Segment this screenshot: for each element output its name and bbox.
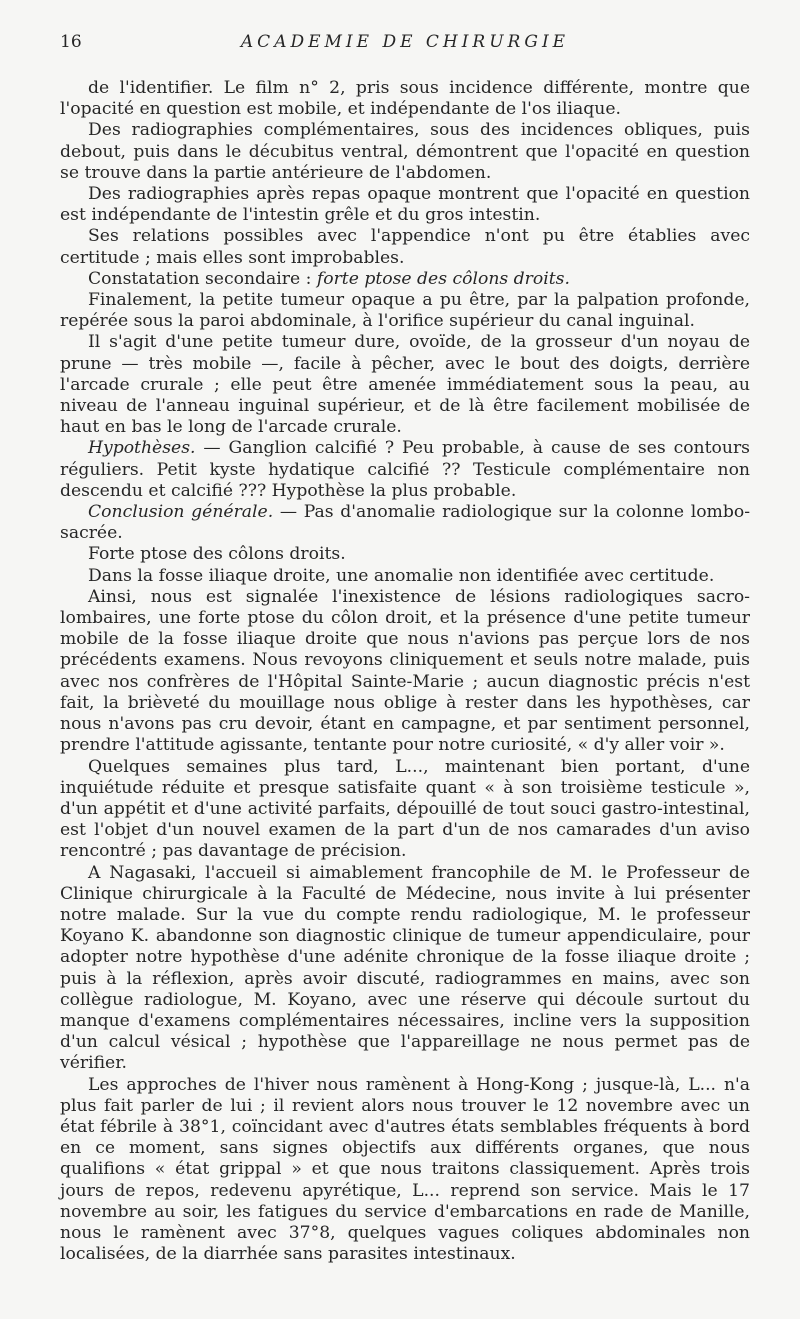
section-label: Hypothèses. <box>88 438 196 459</box>
page-number: 16 <box>60 32 82 52</box>
paragraph: Finalement, la petite tumeur opaque a pu être, par la palpation profonde, repérée sous la paroi abdominale, à l'orifice supérieur du canal inguinal. <box>60 290 750 332</box>
page-header <box>60 32 750 58</box>
paragraph: de l'identifier. Le film n° 2, pris sous incidence différente, montre que l'opacité en question est mobile, et indépendante de l'os iliaque. <box>60 78 750 120</box>
paragraph: Quelques semaines plus tard, L..., maintenant bien portant, d'une inquiétude réduite et presque satisfaite quant « à son troisième testicule », d'un appétit et d'une activité parfaits, dépouillé de tout souci gastro-intestinal, est l'objet d'un nouvel examen de la part d'un de nos camarades d'un aviso rencontré ; pas davantage de précision. <box>60 756 750 862</box>
emphasis: forte ptose des côlons droits. <box>316 268 570 289</box>
paragraph: Les approches de l'hiver nous ramènent à Hong-Kong ; jusque-là, L... n'a plus fait parler de lui ; il revient alors nous trouver le 12 novembre avec un état fébrile à 38°1, coïncidant avec d'autres états semblables fréquents à bord en ce moment, sans signes objectifs aux différents organes, que nous qualifions « état grippal » et que nous traitons classiquement. Après trois jours de repos, redevenu apyrétique, L... reprend son service. Mais le 17 novembre au soir, les fatigues du service d'embarcations en rade de Manille, nous le ramènent avec 37°8, quelques vagues coliques abdominales non localisées, de la diarrhée sans parasites intestinaux. <box>60 1074 750 1265</box>
paragraph: Dans la fosse iliaque droite, une anomalie non identifiée avec certitude. <box>88 565 715 586</box>
paragraph: Forte ptose des côlons droits. <box>88 544 346 565</box>
paragraph: Il s'agit d'une petite tumeur dure, ovoïde, de la grosseur d'un noyau de prune — très mobile —, facile à pêcher, avec le bout des doigts, derrière l'arcade crurale ; elle peut être amenée immédiatement sous la peau, au niveau de l'anneau inguinal supérieur, et de là être facilement mobilisée de haut en bas le long de l'arcade crurale. <box>60 332 750 438</box>
paragraph: Conclusion générale. — Pas d'anomalie radiologique sur la colonne lombo-sacrée. <box>60 502 750 544</box>
paragraph: Ses relations possibles avec l'appendice n'ont pu être établies avec certitude ; mais elles sont improbables. <box>60 226 750 268</box>
body-text <box>60 78 750 1265</box>
paragraph: Ainsi, nous est signalée l'inexistence de lésions radiologiques sacro-lombaires, une forte ptose du côlon droit, et la présence d'une petite tumeur mobile de la fosse iliaque droite que nous n'avions pas perçue lors de nos précédents examens. Nous revoyons cliniquement et seuls notre malade, puis avec nos confrères de l'Hôpital Sainte-Marie ; aucun diagnostic précis n'est fait, la brièveté du mouillage nous oblige à rester dans les hypothèses, car nous n'avons pas cru devoir, étant en campagne, et par sentiment personnel, prendre l'attitude agissante, tentante pour notre curiosité, « d'y aller voir ». <box>60 586 750 756</box>
paragraph: Des radiographies après repas opaque montrent que l'opacité en question est indépendante de l'intestin grêle et du gros intestin. <box>60 184 750 226</box>
paragraph: Constatation secondaire : forte ptose des côlons droits. <box>88 268 570 289</box>
paragraph: A Nagasaki, l'accueil si aimablement francophile de M. le Professeur de Clinique chirurgicale à la Faculté de Médecine, nous invite à lui présenter notre malade. Sur la vue du compte rendu radiologique, M. le professeur Koyano K. abandonne son diagnostic clinique de tumeur appendiculaire, pour adopter notre hypothèse d'une adénite chronique de la fosse iliaque droite ; puis à la réflexion, après avoir discuté, radiogrammes en mains, avec son collègue radiologue, M. Koyano, avec une réserve qui découle surtout du manque d'examens complémentaires nécessaires, incline vers la supposition d'un calcul vésical ; hypothèse que l'appareillage ne nous permet pas de vérifier. <box>60 862 750 1074</box>
paragraph: Des radiographies complémentaires, sous des incidences obliques, puis debout, puis dans le décubitus ventral, démontrent que l'opacité en question se trouve dans la partie antérieure de l'abdomen. <box>60 120 750 183</box>
paragraph: Hypothèses. — Ganglion calcifié ? Peu probable, à cause de ses contours réguliers. Petit kyste hydatique calcifié ?? Testicule complémentaire non descendu et calcifié ??? Hypothèse la plus probable. <box>60 438 750 501</box>
section-label: Conclusion générale. <box>88 502 274 523</box>
running-title: ACADEMIE DE CHIRURGIE <box>240 32 570 52</box>
